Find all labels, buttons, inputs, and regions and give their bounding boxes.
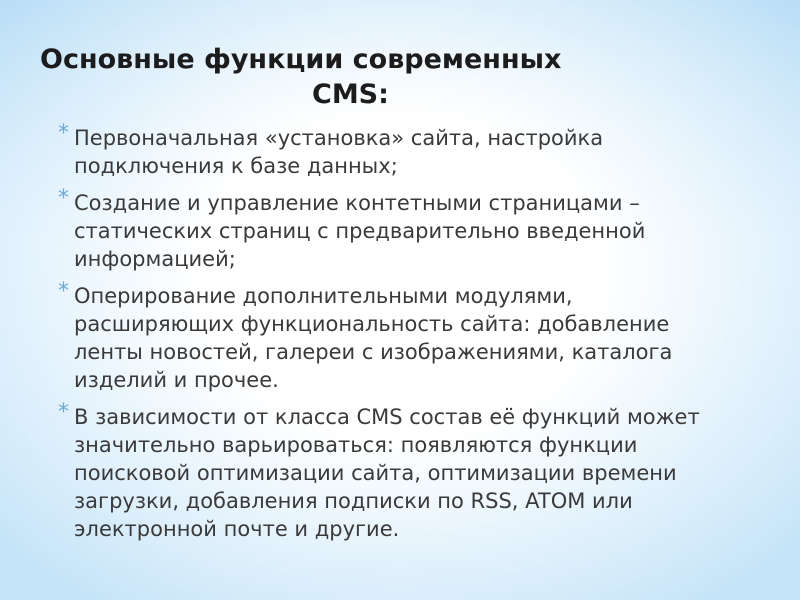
bullet-item: [56, 186, 706, 273]
bullet-text: Оперирование дополнительными модулями, расширяющих функциональность сайта: добавление ленты новостей, галереи с изображениями, каталога изделий и прочее.: [74, 284, 673, 392]
title-line-1: Основные функции современных: [40, 44, 562, 75]
bullet-text: Создание и управление контетными страницами – статических страниц с предварительно введенной информацией;: [74, 191, 646, 271]
bullet-item: [56, 279, 706, 394]
bullet-text: Первоначальная «установка» сайта, настройка подключения к базе данных;: [74, 126, 604, 178]
title-line-2: CMS:: [312, 79, 389, 110]
bullet-list: [56, 121, 706, 552]
asterisk-bullet-icon: *: [58, 279, 69, 304]
slide-title: [40, 42, 680, 112]
bullet-item: [56, 121, 706, 180]
bullet-item: [56, 400, 706, 543]
asterisk-bullet-icon: *: [58, 121, 69, 146]
bullet-text: В зависимости от класса CMS состав её функций может значительно варьироваться: появляются функции поисковой оптимизации сайта, оптимизации времени загрузки, добавления подписки по RSS, ATOM или электронной почте и другие.: [74, 405, 700, 541]
asterisk-bullet-icon: *: [58, 400, 69, 425]
asterisk-bullet-icon: *: [58, 186, 69, 211]
